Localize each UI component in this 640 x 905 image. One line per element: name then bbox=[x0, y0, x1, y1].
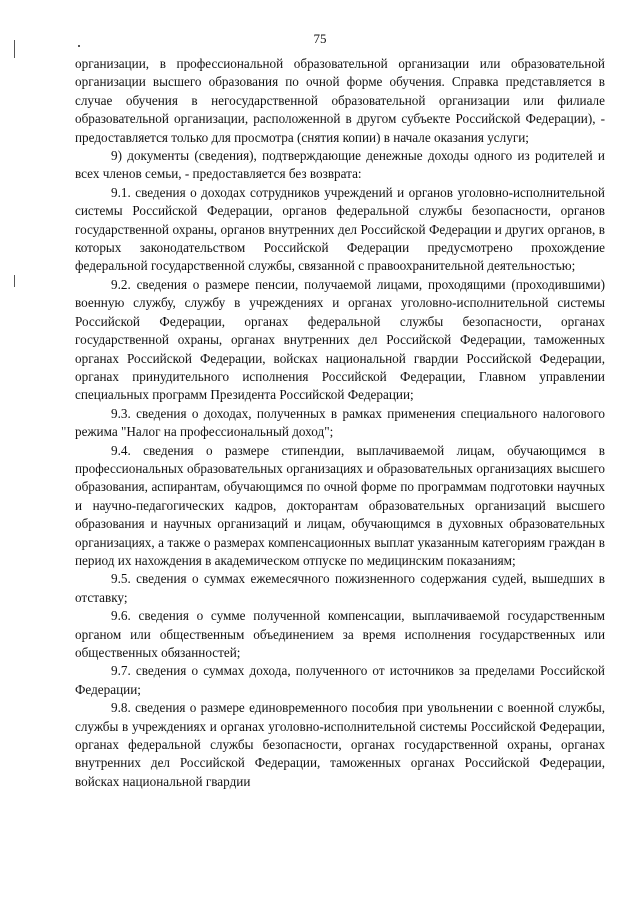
paragraph: 9.4. сведения о размере стипендии, выплачиваемой лицам, обучающимся в профессиональных образовательных организациях и образовательных организациях высшего образования, аспирантам, обучающимся по очной форме по программам подготовки научных и научно-педагогических кадров, докторантам образовательных организаций высшего образования и научных организаций и лицам, обучающимся в духовных образовательных организациях, а также о размерах компенсационных выплат указанным категориям граждан в период их нахождения в академическом отпуске по медицинским показаниям; bbox=[75, 442, 605, 568]
scan-artifact bbox=[14, 40, 15, 58]
paragraph: 9.1. сведения о доходах сотрудников учреждений и органов уголовно-исполнительной системы Российской Федерации, органов федеральной службы безопасности, органов государственной охраны, органов внутренних дел Российской Федерации и других органов, в которых законодательством Российской Федерации предусмотрено прохождение федеральной государственной службы, связанной с правоохранительной деятельностью; bbox=[75, 184, 605, 274]
paragraph: 9.7. сведения о суммах дохода, полученного от источников за пределами Российской Федерации; bbox=[75, 663, 605, 697]
paragraph: 9) документы (сведения), подтверждающие денежные доходы одного из родителей и всех членов семьи, - предоставляется без возврата: bbox=[75, 148, 605, 182]
paragraph: 9.2. сведения о размере пенсии, получаемой лицами, проходящими (проходившими) военную службу, службу в учреждениях и органах уголовно-исполнительной системы Российской Федерации, органах федеральной службы безопасности, органах государственной охраны, органах внутренних дел Российской Федерации, таможенных органах Российской Федерации, войсках национальной гвардии Российской Федерации, органах принудительного исполнения Российской Федерации, Главном управлении специальных программ Президента Российской Федерации; bbox=[75, 276, 605, 403]
scan-artifact bbox=[78, 45, 80, 47]
paragraph: 9.6. сведения о сумме полученной компенсации, выплачиваемой государственным органом или общественным объединением за время исполнения государственных или общественных обязанностей; bbox=[75, 608, 605, 660]
paragraph: 9.8. сведения о размере единовременного пособия при увольнении с военной службы, службы в учреждениях и органах уголовно-исполнительной системы Российской Федерации, органах федеральной службы безопасности, органах государственной охраны, органах внутренних дел Российской Федерации, таможенных органах Российской Федерации, войсках национальной гвардии bbox=[75, 700, 605, 789]
paragraph: 9.3. сведения о доходах, полученных в рамках применения специального налогового режима "Налог на профессиональный доход"; bbox=[75, 405, 605, 440]
paragraph: 9.5. сведения о суммах ежемесячного пожизненного содержания судей, вышедших в отставку; bbox=[75, 571, 605, 605]
paragraph: организации, в профессиональной образовательной организации или образовательной организации высшего образования по очной форме обучения. Справка представляется в случае обучения в негосударственной образовательной организации или филиале образовательной организации, расположенной в другом субъекте Российской Федерации), - предоставляется только для просмотра (снятия копии) в начале оказания услуги; bbox=[75, 56, 605, 145]
document-body bbox=[75, 55, 605, 791]
scan-artifact bbox=[14, 275, 15, 287]
page-number: 75 bbox=[313, 31, 327, 46]
